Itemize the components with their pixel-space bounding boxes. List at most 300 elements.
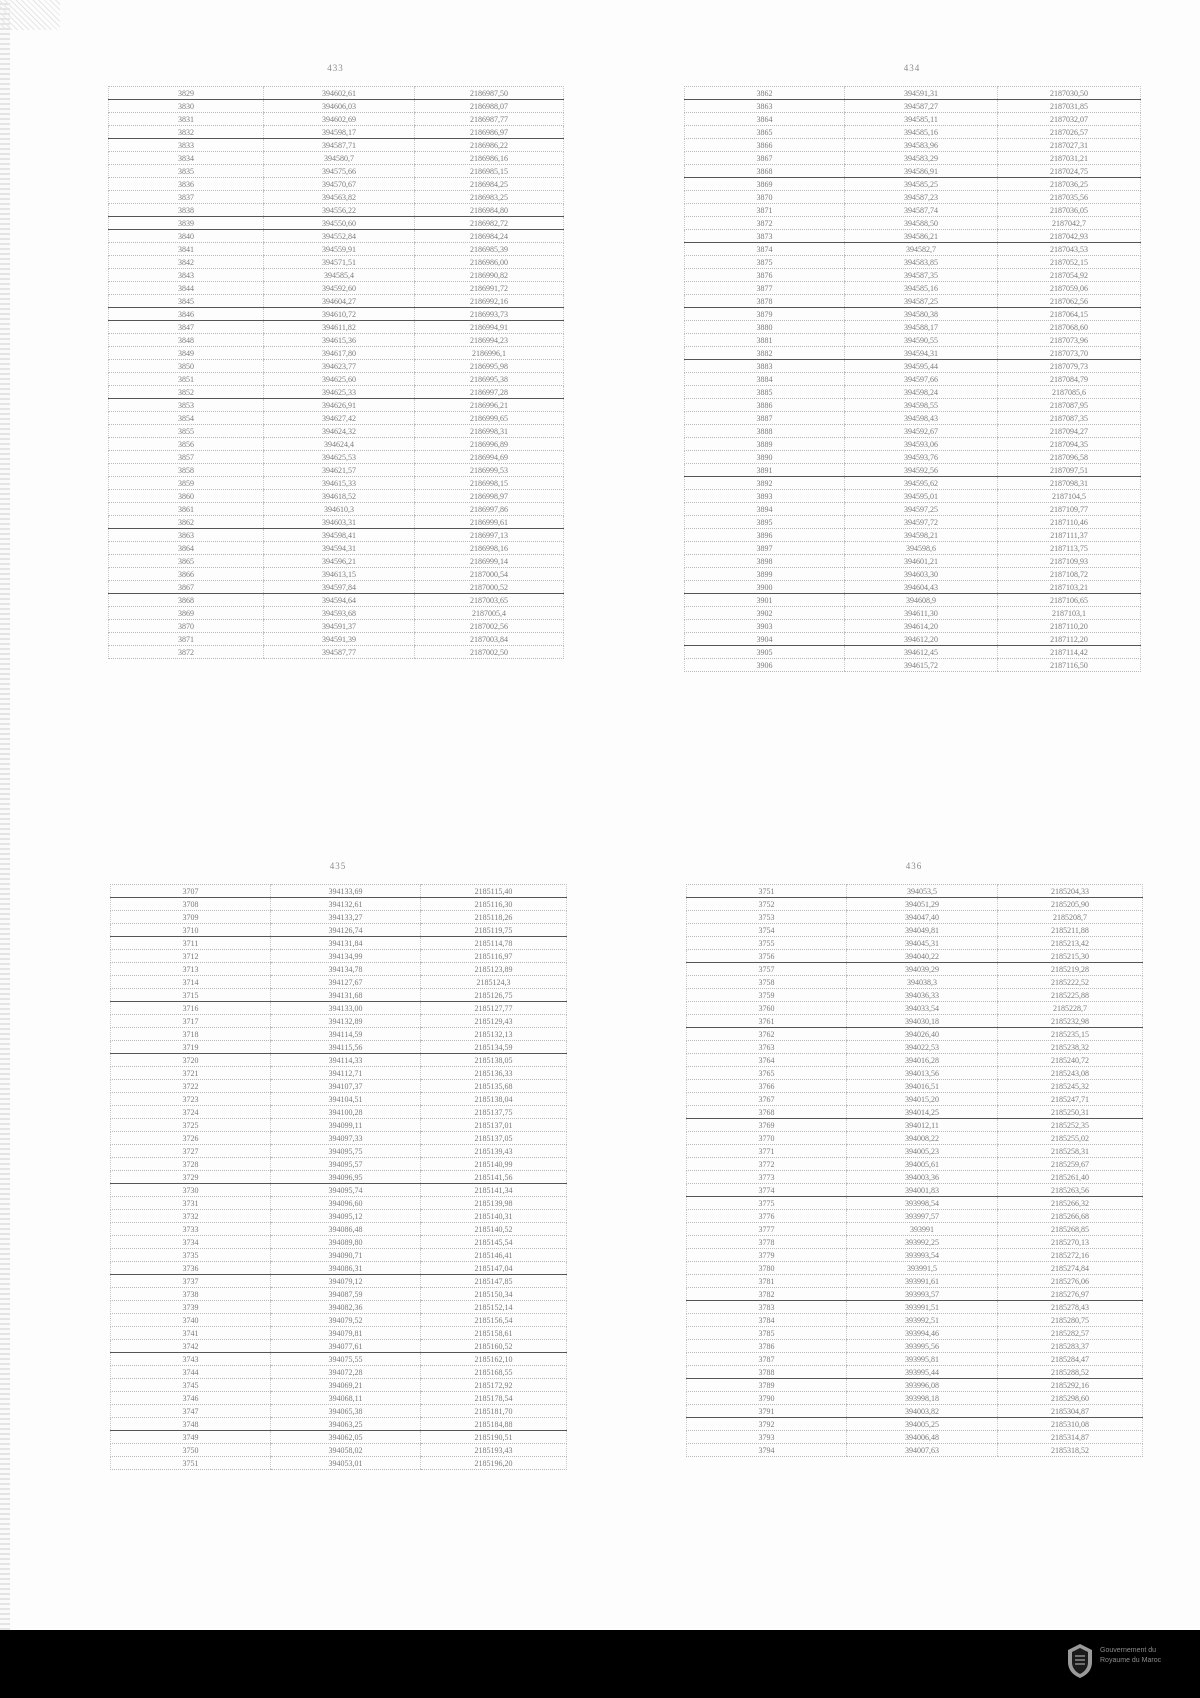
table-row [111, 1158, 567, 1171]
point-number-cell: 3880 [685, 321, 845, 334]
y-coordinate-cell: 2187035,56 [998, 191, 1141, 204]
table-row [685, 529, 1141, 542]
table-row [111, 1093, 567, 1106]
table-row [109, 360, 564, 373]
x-coordinate-cell: 394095,74 [271, 1184, 421, 1197]
point-number-cell: 3713 [111, 963, 271, 976]
table-row [685, 178, 1141, 191]
point-number-cell: 3738 [111, 1288, 271, 1301]
table-row [687, 1405, 1143, 1418]
x-coordinate-cell: 394585,16 [845, 282, 998, 295]
table-row [687, 1353, 1143, 1366]
table-row [109, 321, 564, 334]
x-coordinate-cell: 393998,18 [847, 1392, 998, 1405]
y-coordinate-cell: 2187116,50 [998, 659, 1141, 672]
point-number-cell: 3831 [109, 113, 264, 126]
page-number: 434 [903, 63, 921, 73]
table-row [109, 477, 564, 490]
x-coordinate-cell: 394006,48 [847, 1431, 998, 1444]
x-coordinate-cell: 394095,12 [271, 1210, 421, 1223]
point-number-cell: 3794 [687, 1444, 847, 1457]
y-coordinate-cell: 2187032,07 [998, 113, 1141, 126]
point-number-cell: 3845 [109, 295, 264, 308]
point-number-cell: 3842 [109, 256, 264, 269]
x-coordinate-cell: 394570,67 [264, 178, 415, 191]
x-coordinate-cell: 394598,6 [845, 542, 998, 555]
point-number-cell: 3720 [111, 1054, 271, 1067]
coordinate-table [686, 884, 1143, 1457]
table-row [685, 230, 1141, 243]
coordinate-table-block-435 [110, 856, 566, 1576]
point-number-cell: 3788 [687, 1366, 847, 1379]
x-coordinate-cell: 394615,72 [845, 659, 998, 672]
y-coordinate-cell: 2187113,75 [998, 542, 1141, 555]
table-row [685, 204, 1141, 217]
point-number-cell: 3792 [687, 1418, 847, 1431]
point-number-cell: 3771 [687, 1145, 847, 1158]
coordinate-table [108, 86, 564, 659]
point-number-cell: 3744 [111, 1366, 271, 1379]
point-number-cell: 3717 [111, 1015, 271, 1028]
x-coordinate-cell: 394040,22 [847, 950, 998, 963]
y-coordinate-cell: 2185193,43 [421, 1444, 567, 1457]
y-coordinate-cell: 2186992,16 [415, 295, 564, 308]
point-number-cell: 3758 [687, 976, 847, 989]
y-coordinate-cell: 2187002,56 [415, 620, 564, 633]
x-coordinate-cell: 394604,43 [845, 581, 998, 594]
y-coordinate-cell: 2186997,86 [415, 503, 564, 516]
y-coordinate-cell: 2186995,98 [415, 360, 564, 373]
table-row [109, 204, 564, 217]
table-row [109, 412, 564, 425]
y-coordinate-cell: 2186996,21 [415, 399, 564, 412]
y-coordinate-cell: 2185145,54 [421, 1236, 567, 1249]
point-number-cell: 3753 [687, 911, 847, 924]
table-row [687, 1444, 1143, 1457]
point-number-cell: 3830 [109, 100, 264, 113]
table-row [687, 1184, 1143, 1197]
table-row [111, 1041, 567, 1054]
university-crest-icon [1065, 1642, 1095, 1680]
table-row [685, 425, 1141, 438]
x-coordinate-cell: 394615,33 [264, 477, 415, 490]
x-coordinate-cell: 394003,82 [847, 1405, 998, 1418]
y-coordinate-cell: 2185208,7 [998, 911, 1143, 924]
x-coordinate-cell: 394550,60 [264, 217, 415, 230]
x-coordinate-cell: 394132,89 [271, 1015, 421, 1028]
table-row [685, 113, 1141, 126]
y-coordinate-cell: 2186985,15 [415, 165, 564, 178]
point-number-cell: 3711 [111, 937, 271, 950]
y-coordinate-cell: 2187042,7 [998, 217, 1141, 230]
point-number-cell: 3903 [685, 620, 845, 633]
x-coordinate-cell: 393998,54 [847, 1197, 998, 1210]
y-coordinate-cell: 2185280,75 [998, 1314, 1143, 1327]
x-coordinate-cell: 394624,32 [264, 425, 415, 438]
y-coordinate-cell: 2185283,37 [998, 1340, 1143, 1353]
table-row [685, 542, 1141, 555]
y-coordinate-cell: 2187073,96 [998, 334, 1141, 347]
page-number: 433 [327, 63, 344, 73]
x-coordinate-cell: 394587,23 [845, 191, 998, 204]
y-coordinate-cell: 2186998,15 [415, 477, 564, 490]
table-row [685, 464, 1141, 477]
table-row [687, 1132, 1143, 1145]
point-number-cell: 3765 [687, 1067, 847, 1080]
table-row [111, 1119, 567, 1132]
table-row [685, 438, 1141, 451]
y-coordinate-cell: 2186994,91 [415, 321, 564, 334]
x-coordinate-cell: 393995,81 [847, 1353, 998, 1366]
table-row [687, 1054, 1143, 1067]
x-coordinate-cell: 394588,17 [845, 321, 998, 334]
x-coordinate-cell: 394593,06 [845, 438, 998, 451]
table-row [109, 126, 564, 139]
point-number-cell: 3867 [109, 581, 264, 594]
table-row [111, 1262, 567, 1275]
y-coordinate-cell: 2186999,61 [415, 516, 564, 529]
point-number-cell: 3752 [687, 898, 847, 911]
x-coordinate-cell: 394016,28 [847, 1054, 998, 1067]
y-coordinate-cell: 2185147,04 [421, 1262, 567, 1275]
y-coordinate-cell: 2186997,28 [415, 386, 564, 399]
point-number-cell: 3767 [687, 1093, 847, 1106]
y-coordinate-cell: 2187026,57 [998, 126, 1141, 139]
y-coordinate-cell: 2187084,79 [998, 373, 1141, 386]
x-coordinate-cell: 394030,18 [847, 1015, 998, 1028]
x-coordinate-cell: 394627,42 [264, 412, 415, 425]
y-coordinate-cell: 2186986,97 [415, 126, 564, 139]
table-row [109, 269, 564, 282]
point-number-cell: 3735 [111, 1249, 271, 1262]
y-coordinate-cell: 2187085,6 [998, 386, 1141, 399]
point-number-cell: 3888 [685, 425, 845, 438]
table-row [685, 607, 1141, 620]
table-row [687, 1002, 1143, 1015]
x-coordinate-cell: 394598,55 [845, 399, 998, 412]
point-number-cell: 3897 [685, 542, 845, 555]
table-row [111, 1340, 567, 1353]
point-number-cell: 3709 [111, 911, 271, 924]
point-number-cell: 3863 [685, 100, 845, 113]
table-row [685, 295, 1141, 308]
x-coordinate-cell: 394079,81 [271, 1327, 421, 1340]
y-coordinate-cell: 2187031,21 [998, 152, 1141, 165]
x-coordinate-cell: 394039,29 [847, 963, 998, 976]
table-row [685, 516, 1141, 529]
x-coordinate-cell: 394022,53 [847, 1041, 998, 1054]
table-row [687, 1275, 1143, 1288]
table-row [109, 139, 564, 152]
point-number-cell: 3759 [687, 989, 847, 1002]
table-row [109, 594, 564, 607]
point-number-cell: 3785 [687, 1327, 847, 1340]
x-coordinate-cell: 394583,29 [845, 152, 998, 165]
table-row [687, 1041, 1143, 1054]
y-coordinate-cell: 2187106,65 [998, 594, 1141, 607]
point-number-cell: 3715 [111, 989, 271, 1002]
point-number-cell: 3905 [685, 646, 845, 659]
point-number-cell: 3731 [111, 1197, 271, 1210]
point-number-cell: 3714 [111, 976, 271, 989]
point-number-cell: 3872 [685, 217, 845, 230]
y-coordinate-cell: 2186982,72 [415, 217, 564, 230]
x-coordinate-cell: 394053,5 [847, 885, 998, 898]
point-number-cell: 3870 [109, 620, 264, 633]
x-coordinate-cell: 394013,56 [847, 1067, 998, 1080]
y-coordinate-cell: 2186986,00 [415, 256, 564, 269]
point-number-cell: 3895 [685, 516, 845, 529]
table-row [109, 100, 564, 113]
point-number-cell: 3778 [687, 1236, 847, 1249]
x-coordinate-cell: 394597,66 [845, 373, 998, 386]
y-coordinate-cell: 2185196,20 [421, 1457, 567, 1470]
x-coordinate-cell: 394053,01 [271, 1457, 421, 1470]
point-number-cell: 3750 [111, 1444, 271, 1457]
y-coordinate-cell: 2186998,31 [415, 425, 564, 438]
point-number-cell: 3898 [685, 555, 845, 568]
table-row [687, 1301, 1143, 1314]
x-coordinate-cell: 394592,56 [845, 464, 998, 477]
y-coordinate-cell: 2186993,73 [415, 308, 564, 321]
point-number-cell: 3779 [687, 1249, 847, 1262]
footer-bar [0, 1630, 1200, 1698]
table-row [687, 1015, 1143, 1028]
table-row [687, 1392, 1143, 1405]
y-coordinate-cell: 2185152,14 [421, 1301, 567, 1314]
table-row [685, 100, 1141, 113]
table-row [687, 1223, 1143, 1236]
point-number-cell: 3772 [687, 1158, 847, 1171]
table-row [109, 295, 564, 308]
point-number-cell: 3860 [109, 490, 264, 503]
x-coordinate-cell: 394585,4 [264, 269, 415, 282]
y-coordinate-cell: 2185129,43 [421, 1015, 567, 1028]
table-row [111, 1301, 567, 1314]
y-coordinate-cell: 2186994,69 [415, 451, 564, 464]
table-row [111, 1249, 567, 1262]
point-number-cell: 3862 [109, 516, 264, 529]
table-row [111, 1197, 567, 1210]
y-coordinate-cell: 2185314,87 [998, 1431, 1143, 1444]
x-coordinate-cell: 394587,71 [264, 139, 415, 152]
x-coordinate-cell: 394005,61 [847, 1158, 998, 1171]
point-number-cell: 3761 [687, 1015, 847, 1028]
y-coordinate-cell: 2185258,31 [998, 1145, 1143, 1158]
x-coordinate-cell: 394133,27 [271, 911, 421, 924]
point-number-cell: 3834 [109, 152, 264, 165]
x-coordinate-cell: 393995,44 [847, 1366, 998, 1379]
table-row [687, 898, 1143, 911]
y-coordinate-cell: 2187052,15 [998, 256, 1141, 269]
point-number-cell: 3757 [687, 963, 847, 976]
x-coordinate-cell: 394096,60 [271, 1197, 421, 1210]
point-number-cell: 3862 [685, 87, 845, 100]
x-coordinate-cell: 394016,51 [847, 1080, 998, 1093]
footer-line-1: Gouvernement du [1100, 1647, 1157, 1654]
y-coordinate-cell: 2185204,33 [998, 885, 1143, 898]
y-coordinate-cell: 2185213,42 [998, 937, 1143, 950]
x-coordinate-cell: 393995,56 [847, 1340, 998, 1353]
x-coordinate-cell: 394045,31 [847, 937, 998, 950]
x-coordinate-cell: 394077,61 [271, 1340, 421, 1353]
point-number-cell: 3740 [111, 1314, 271, 1327]
x-coordinate-cell: 394131,68 [271, 989, 421, 1002]
point-number-cell: 3732 [111, 1210, 271, 1223]
point-number-cell: 3865 [685, 126, 845, 139]
y-coordinate-cell: 2187031,85 [998, 100, 1141, 113]
point-number-cell: 3754 [687, 924, 847, 937]
x-coordinate-cell: 394134,78 [271, 963, 421, 976]
table-row [687, 976, 1143, 989]
x-coordinate-cell: 394090,71 [271, 1249, 421, 1262]
y-coordinate-cell: 2187064,15 [998, 308, 1141, 321]
x-coordinate-cell: 394005,25 [847, 1418, 998, 1431]
x-coordinate-cell: 394625,33 [264, 386, 415, 399]
x-coordinate-cell: 394068,11 [271, 1392, 421, 1405]
x-coordinate-cell: 394598,41 [264, 529, 415, 542]
x-coordinate-cell: 394079,12 [271, 1275, 421, 1288]
table-row [109, 464, 564, 477]
y-coordinate-cell: 2185272,16 [998, 1249, 1143, 1262]
table-row [685, 282, 1141, 295]
table-row [111, 1171, 567, 1184]
x-coordinate-cell: 394058,02 [271, 1444, 421, 1457]
point-number-cell: 3784 [687, 1314, 847, 1327]
y-coordinate-cell: 2185228,7 [998, 1002, 1143, 1015]
point-number-cell: 3896 [685, 529, 845, 542]
x-coordinate-cell: 394096,95 [271, 1171, 421, 1184]
table-row [687, 989, 1143, 1002]
point-number-cell: 3868 [109, 594, 264, 607]
table-row [111, 963, 567, 976]
y-coordinate-cell: 2185138,04 [421, 1093, 567, 1106]
x-coordinate-cell: 394587,27 [845, 100, 998, 113]
point-number-cell: 3734 [111, 1236, 271, 1249]
y-coordinate-cell: 2187036,05 [998, 204, 1141, 217]
y-coordinate-cell: 2185250,31 [998, 1106, 1143, 1119]
table-row [111, 1236, 567, 1249]
table-row [109, 516, 564, 529]
y-coordinate-cell: 2187003,84 [415, 633, 564, 646]
table-row [109, 178, 564, 191]
x-coordinate-cell: 394596,21 [264, 555, 415, 568]
x-coordinate-cell: 394588,50 [845, 217, 998, 230]
x-coordinate-cell: 394107,37 [271, 1080, 421, 1093]
point-number-cell: 3728 [111, 1158, 271, 1171]
point-number-cell: 3743 [111, 1353, 271, 1366]
y-coordinate-cell: 2185116,97 [421, 950, 567, 963]
table-row [685, 243, 1141, 256]
table-row [109, 529, 564, 542]
point-number-cell: 3723 [111, 1093, 271, 1106]
point-number-cell: 3861 [109, 503, 264, 516]
x-coordinate-cell: 394571,51 [264, 256, 415, 269]
point-number-cell: 3783 [687, 1301, 847, 1314]
point-number-cell: 3839 [109, 217, 264, 230]
y-coordinate-cell: 2186983,25 [415, 191, 564, 204]
table-row [687, 1249, 1143, 1262]
point-number-cell: 3736 [111, 1262, 271, 1275]
point-number-cell: 3875 [685, 256, 845, 269]
y-coordinate-cell: 2185235,15 [998, 1028, 1143, 1041]
table-row [687, 1314, 1143, 1327]
table-row [685, 503, 1141, 516]
point-number-cell: 3836 [109, 178, 264, 191]
y-coordinate-cell: 2187073,70 [998, 347, 1141, 360]
table-row [685, 360, 1141, 373]
point-number-cell: 3869 [685, 178, 845, 191]
point-number-cell: 3722 [111, 1080, 271, 1093]
footer-line-2: Royaume du Maroc [1100, 1657, 1162, 1664]
y-coordinate-cell: 2185243,08 [998, 1067, 1143, 1080]
y-coordinate-cell: 2185123,89 [421, 963, 567, 976]
x-coordinate-cell: 394586,91 [845, 165, 998, 178]
y-coordinate-cell: 2186985,39 [415, 243, 564, 256]
table-row [685, 347, 1141, 360]
y-coordinate-cell: 2185141,56 [421, 1171, 567, 1184]
coordinate-table [110, 884, 567, 1470]
page-number: 435 [329, 861, 347, 871]
point-number-cell: 3764 [687, 1054, 847, 1067]
y-coordinate-cell: 2186990,82 [415, 269, 564, 282]
table-row [111, 911, 567, 924]
x-coordinate-cell: 394608,9 [845, 594, 998, 607]
x-coordinate-cell: 394559,91 [264, 243, 415, 256]
point-number-cell: 3718 [111, 1028, 271, 1041]
table-row [685, 386, 1141, 399]
x-coordinate-cell: 394587,35 [845, 269, 998, 282]
x-coordinate-cell: 394623,77 [264, 360, 415, 373]
y-coordinate-cell: 2185178,54 [421, 1392, 567, 1405]
table-row [111, 924, 567, 937]
point-number-cell: 3737 [111, 1275, 271, 1288]
x-coordinate-cell: 394587,25 [845, 295, 998, 308]
point-number-cell: 3865 [109, 555, 264, 568]
table-row [109, 87, 564, 100]
point-number-cell: 3724 [111, 1106, 271, 1119]
y-coordinate-cell: 2186987,50 [415, 87, 564, 100]
y-coordinate-cell: 2187087,95 [998, 399, 1141, 412]
point-number-cell: 3848 [109, 334, 264, 347]
point-number-cell: 3849 [109, 347, 264, 360]
x-coordinate-cell: 394047,40 [847, 911, 998, 924]
point-number-cell: 3755 [687, 937, 847, 950]
table-row [687, 1158, 1143, 1171]
x-coordinate-cell: 394007,63 [847, 1444, 998, 1457]
table-row [685, 568, 1141, 581]
point-number-cell: 3773 [687, 1171, 847, 1184]
point-number-cell: 3769 [687, 1119, 847, 1132]
point-number-cell: 3850 [109, 360, 264, 373]
point-number-cell: 3719 [111, 1041, 271, 1054]
point-number-cell: 3749 [111, 1431, 271, 1444]
table-row [109, 191, 564, 204]
table-row [111, 1106, 567, 1119]
y-coordinate-cell: 2186994,23 [415, 334, 564, 347]
y-coordinate-cell: 2185304,87 [998, 1405, 1143, 1418]
point-number-cell: 3756 [687, 950, 847, 963]
point-number-cell: 3712 [111, 950, 271, 963]
x-coordinate-cell: 394015,20 [847, 1093, 998, 1106]
table-row [109, 373, 564, 386]
point-number-cell: 3866 [685, 139, 845, 152]
table-row [109, 217, 564, 230]
y-coordinate-cell: 2187000,54 [415, 568, 564, 581]
x-coordinate-cell: 394036,33 [847, 989, 998, 1002]
table-row [685, 152, 1141, 165]
y-coordinate-cell: 2185136,33 [421, 1067, 567, 1080]
